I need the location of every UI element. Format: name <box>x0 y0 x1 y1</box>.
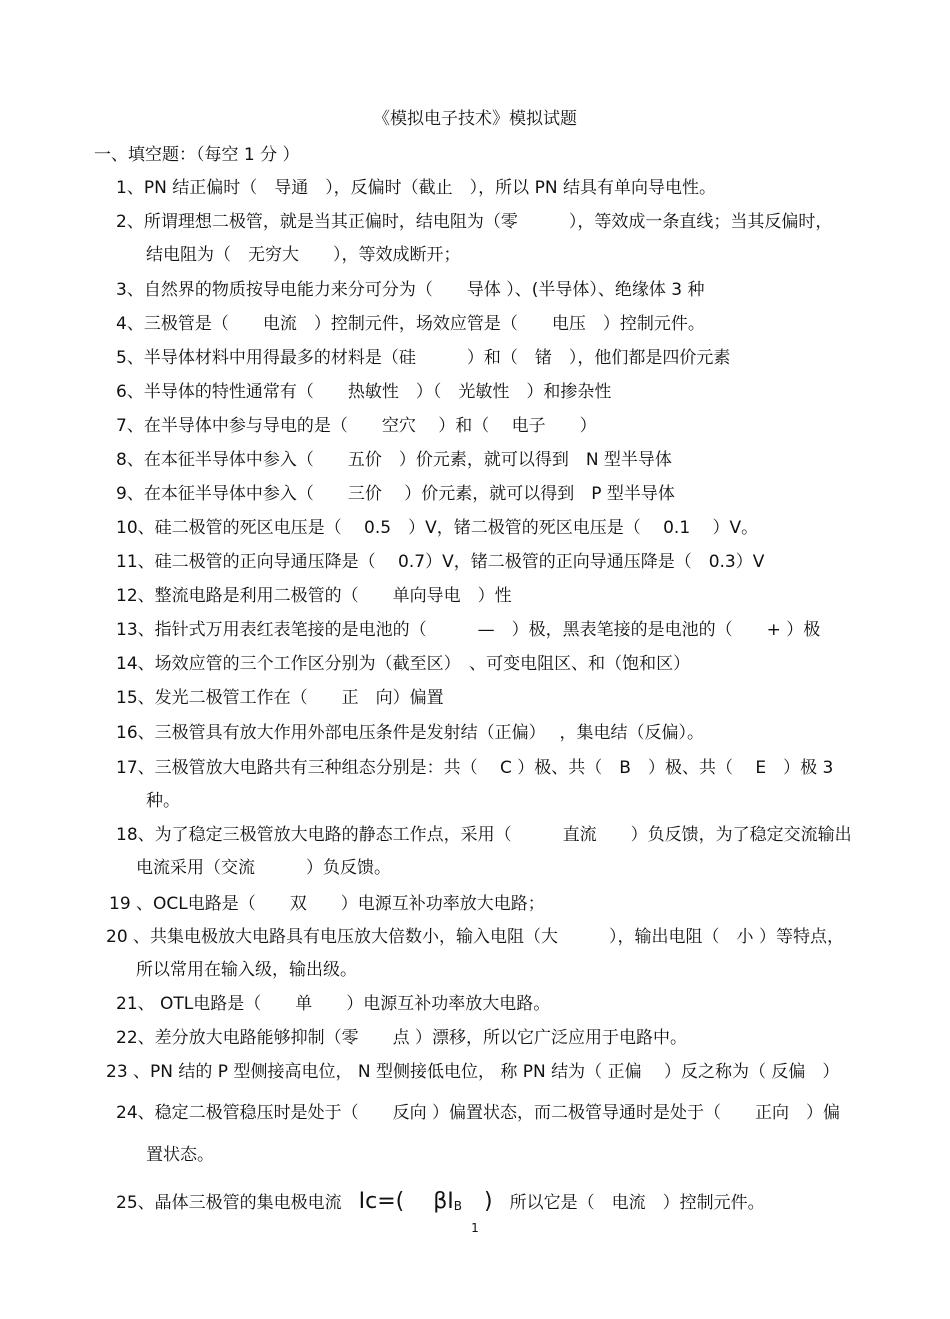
question-25 <box>116 1190 765 1218</box>
question-21: 21、 OTL电路是（ 单 ）电源互补功率放大电路。 <box>116 994 551 1014</box>
question-9: 9、在本征半导体中参入（ 三价 ）价元素，就可以得到 P 型半导体 <box>116 484 675 504</box>
question-17: 17、三极管放大电路共有三种组态分别是：共（ C ）极、共（ B ）极、共（ E ）极 3 <box>116 758 834 778</box>
question-18-continued: 电流采用（交流 ）负反馈。 <box>136 858 391 878</box>
question-11: 11、硅二极管的正向导通压降是（ 0.7）V，锗二极管的正向导通压降是（ 0.3）V <box>116 552 765 572</box>
collector-current-formula <box>359 1189 493 1214</box>
question-15: 15、发光二极管工作在（ 正 向）偏置 <box>116 688 444 708</box>
question-2-continued: 结电阻为（ 无穷大 ），等效成断开； <box>146 245 461 265</box>
question-24-continued: 置状态。 <box>146 1145 214 1165</box>
question-6: 6、半导体的特性通常有（ 热敏性 ）（ 光敏性 ）和掺杂性 <box>116 382 612 402</box>
question-24: 24、稳定二极管稳压时是处于（ 反向 ）偏置状态，而二极管导通时是处于（ 正向 ）偏 <box>116 1103 841 1123</box>
question-18: 18、为了稳定三极管放大电路的静态工作点，采用（ 直流 ）负反馈，为了稳定交流输出 <box>116 825 852 845</box>
formula-close: ) <box>462 1189 493 1214</box>
question-8: 8、在本征半导体中参入（ 五价 ）价元素，就可以得到 N 型半导体 <box>116 450 672 470</box>
question-3: 3、自然界的物质按导电能力来分可分为（ 导体 ）、(半导体）、绝缘体 3 种 <box>116 280 705 300</box>
question-25-suffix: 所以它是（ 电流 ）控制元件。 <box>492 1193 765 1213</box>
question-5: 5、半导体材料中用得最多的材料是（硅 ）和（ 锗 ），他们都是四价元素 <box>116 348 731 368</box>
question-25-prefix: 25、晶体三极管的集电极电流 <box>116 1193 359 1213</box>
question-23: 23 、PN 结的 P 型侧接高电位， N 型侧接低电位， 称 PN 结为（ 正偏 ）反之称为（ 反偏 ） <box>106 1062 840 1082</box>
question-14: 14、场效应管的三个工作区分别为（截至区） 、可变电阻区、和（饱和区） <box>116 654 691 674</box>
question-17-continued: 种。 <box>146 791 180 811</box>
question-7: 7、在半导体中参与导电的是（ 空穴 ）和（ 电子 ） <box>116 416 597 436</box>
question-4: 4、三极管是（ 电流 ）控制元件，场效应管是（ 电压 ）控制元件。 <box>116 314 705 334</box>
question-22: 22、差分放大电路能够抑制（零 点 ）漂移，所以它广泛应用于电路中。 <box>116 1028 688 1048</box>
page-title: 《模拟电子技术》模拟试题 <box>373 109 577 129</box>
question-20-continued: 所以常用在输入级，输出级。 <box>136 960 357 980</box>
page-number: 1 <box>471 1221 479 1235</box>
formula-lead: Ic=( βI <box>358 1189 454 1214</box>
question-1: 1、PN 结正偏时（ 导通 ），反偏时（截止 ），所以 PN 结具有单向导电性。 <box>116 178 716 198</box>
question-13: 13、指针式万用表红表笔接的是电池的（ — ）极，黑表笔接的是电池的（ + ）极 <box>116 620 821 640</box>
question-20: 20 、共集电极放大电路具有电压放大倍数小，输入电阻（大 ），输出电阻（ 小 ）等特点， <box>106 927 844 947</box>
question-12: 12、整流电路是利用二极管的（ 单向导电 ）性 <box>116 586 512 606</box>
question-10: 10、硅二极管的死区电压是（ 0.5 ）V，锗二极管的死区电压是（ 0.1 ）V。 <box>116 518 759 538</box>
question-16: 16、三极管具有放大作用外部电压条件是发射结（正偏） ，集电结（反偏）。 <box>116 723 705 743</box>
formula-subscript: B <box>453 1199 462 1213</box>
question-2: 2、所谓理想二极管，就是当其正偏时，结电阻为（零 ），等效成一条直线；当其反偏时， <box>116 212 833 232</box>
question-19: 19 、OCL电路是（ 双 ）电源互补功率放大电路； <box>109 894 545 914</box>
section-heading: 一、填空题：（每空 1 分 ） <box>94 145 300 165</box>
